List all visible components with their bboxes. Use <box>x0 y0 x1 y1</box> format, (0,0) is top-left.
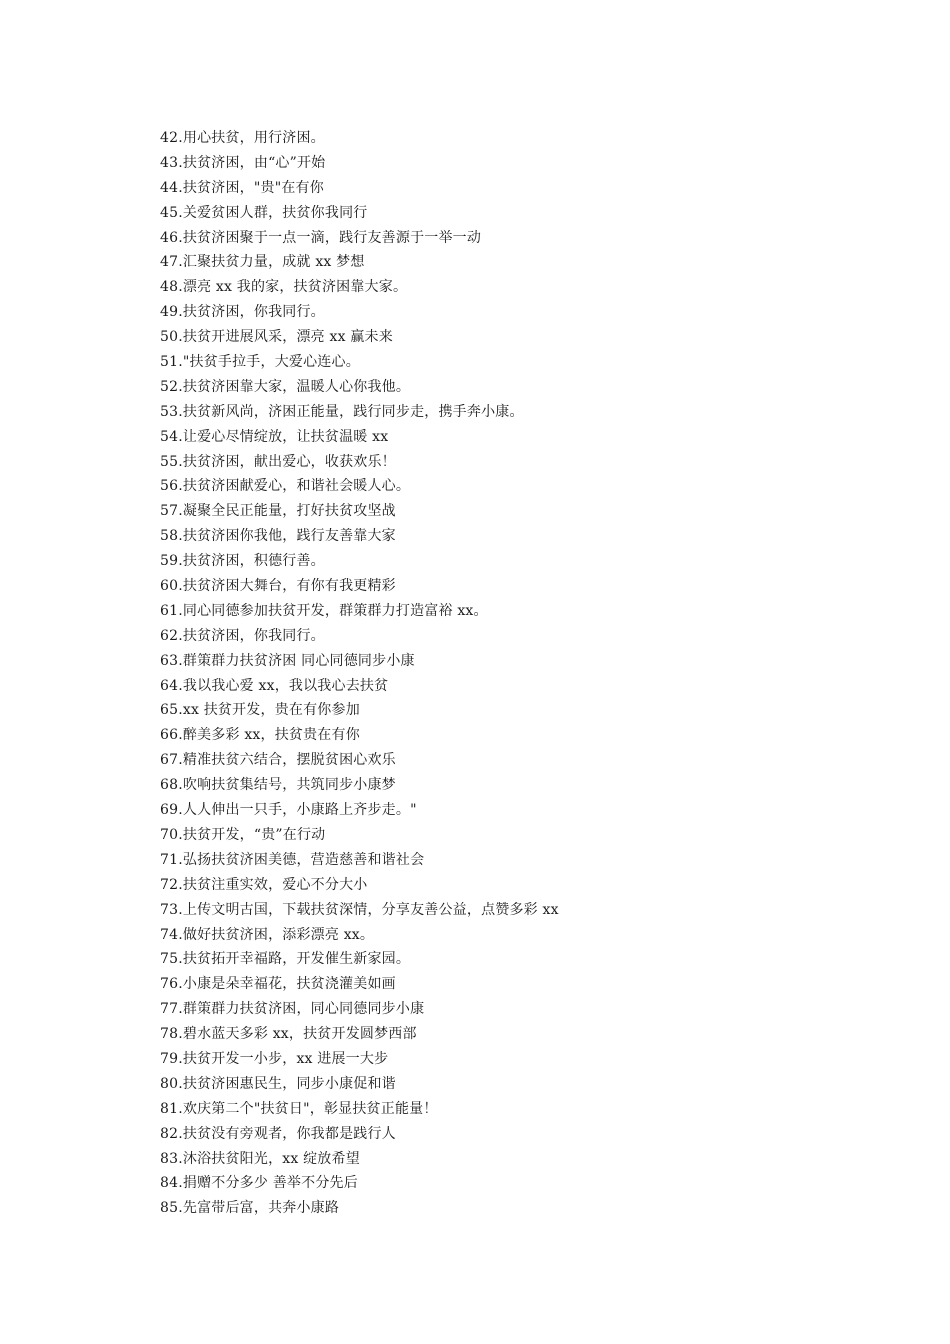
slogan-line-75: 75.扶贫拓开幸福路，开发催生新家园。 <box>160 951 411 968</box>
slogan-line-85: 85.先富带后富，共奔小康路 <box>160 1200 340 1217</box>
slogan-list <box>160 126 880 1221</box>
slogan-line-78: 78.碧水蓝天多彩 xx，扶贫开发圆梦西部 <box>160 1026 417 1043</box>
slogan-line-80: 80.扶贫济困惠民生，同步小康促和谐 <box>160 1075 396 1092</box>
slogan-line-44: 44.扶贫济困，"贵"在有你 <box>160 179 324 196</box>
slogan-line-67: 67.精准扶贫六结合，摆脱贫困心欢乐 <box>160 752 396 769</box>
slogan-line-56: 56.扶贫济困献爱心，和谐社会暖人心。 <box>160 478 411 495</box>
slogan-line-76: 76.小康是朵幸福花，扶贫浇灌美如画 <box>160 976 396 993</box>
slogan-line-74: 74.做好扶贫济困，添彩漂亮 xx。 <box>160 926 375 943</box>
slogan-line-52: 52.扶贫济困靠大家，温暖人心你我他。 <box>160 378 411 395</box>
slogan-line-46: 46.扶贫济困聚于一点一滴，践行友善源于一举一动 <box>160 229 482 246</box>
slogan-line-66: 66.醉美多彩 xx，扶贫贵在有你 <box>160 727 360 744</box>
slogan-line-68: 68.吹响扶贫集结号，共筑同步小康梦 <box>160 777 396 794</box>
slogan-line-61: 61.同心同德参加扶贫开发，群策群力打造富裕 xx。 <box>160 602 488 619</box>
slogan-line-69: 69.人人伸出一只手，小康路上齐步走。" <box>160 802 417 819</box>
slogan-line-54: 54.让爱心尽情绽放，让扶贫温暖 xx <box>160 428 389 445</box>
slogan-line-58: 58.扶贫济困你我他，践行友善靠大家 <box>160 528 396 545</box>
slogan-line-49: 49.扶贫济困，你我同行。 <box>160 304 325 321</box>
slogan-line-42: 42.用心扶贫，用行济困。 <box>160 130 325 146</box>
slogan-line-71: 71.弘扬扶贫济困美德，营造慈善和谐社会 <box>160 851 425 868</box>
slogan-line-64: 64.我以我心爱 xx，我以我心去扶贫 <box>160 677 389 694</box>
slogan-line-62: 62.扶贫济困，你我同行。 <box>160 627 325 644</box>
slogan-line-47: 47.汇聚扶贫力量，成就 xx 梦想 <box>160 254 365 271</box>
slogan-line-60: 60.扶贫济困大舞台，有你有我更精彩 <box>160 578 396 595</box>
slogan-line-73: 73.上传文明古国，下载扶贫深情，分享友善公益，点赞多彩 xx <box>160 901 559 918</box>
slogan-line-55: 55.扶贫济困，献出爱心，收获欢乐！ <box>160 453 396 470</box>
slogan-line-45: 45.关爱贫困人群，扶贫你我同行 <box>160 204 368 221</box>
slogan-line-83: 83.沐浴扶贫阳光，xx 绽放希望 <box>160 1150 360 1167</box>
slogan-line-84: 84.捐赠不分多少 善举不分先后 <box>160 1175 358 1192</box>
slogan-line-48: 48.漂亮 xx 我的家，扶贫济困靠大家。 <box>160 279 408 296</box>
slogan-line-77: 77.群策群力扶贫济困，同心同德同步小康 <box>160 1001 425 1018</box>
slogan-line-53: 53.扶贫新风尚，济困正能量，践行同步走，携手奔小康。 <box>160 403 524 420</box>
slogan-line-57: 57.凝聚全民正能量，打好扶贫攻坚战 <box>160 503 396 520</box>
slogan-line-50: 50.扶贫开进展风采，漂亮 xx 赢未来 <box>160 329 393 346</box>
slogan-line-59: 59.扶贫济困，积德行善。 <box>160 553 325 570</box>
slogan-line-72: 72.扶贫注重实效，爱心不分大小 <box>160 876 368 893</box>
slogan-line-63: 63.群策群力扶贫济困 同心同德同步小康 <box>160 652 415 669</box>
slogan-line-79: 79.扶贫开发一小步，xx 进展一大步 <box>160 1050 389 1067</box>
slogan-line-51: 51."扶贫手拉手，大爱心连心。 <box>160 354 360 371</box>
slogan-line-70: 70.扶贫开发，“贵”在行动 <box>160 826 326 843</box>
slogan-line-65: 65.xx 扶贫开发，贵在有你参加 <box>160 702 360 719</box>
slogan-line-81: 81.欢庆第二个"扶贫日"，彰显扶贫正能量！ <box>160 1100 438 1117</box>
slogan-line-43: 43.扶贫济困，由“心”开始 <box>160 154 326 171</box>
slogan-line-82: 82.扶贫没有旁观者，你我都是践行人 <box>160 1125 396 1142</box>
